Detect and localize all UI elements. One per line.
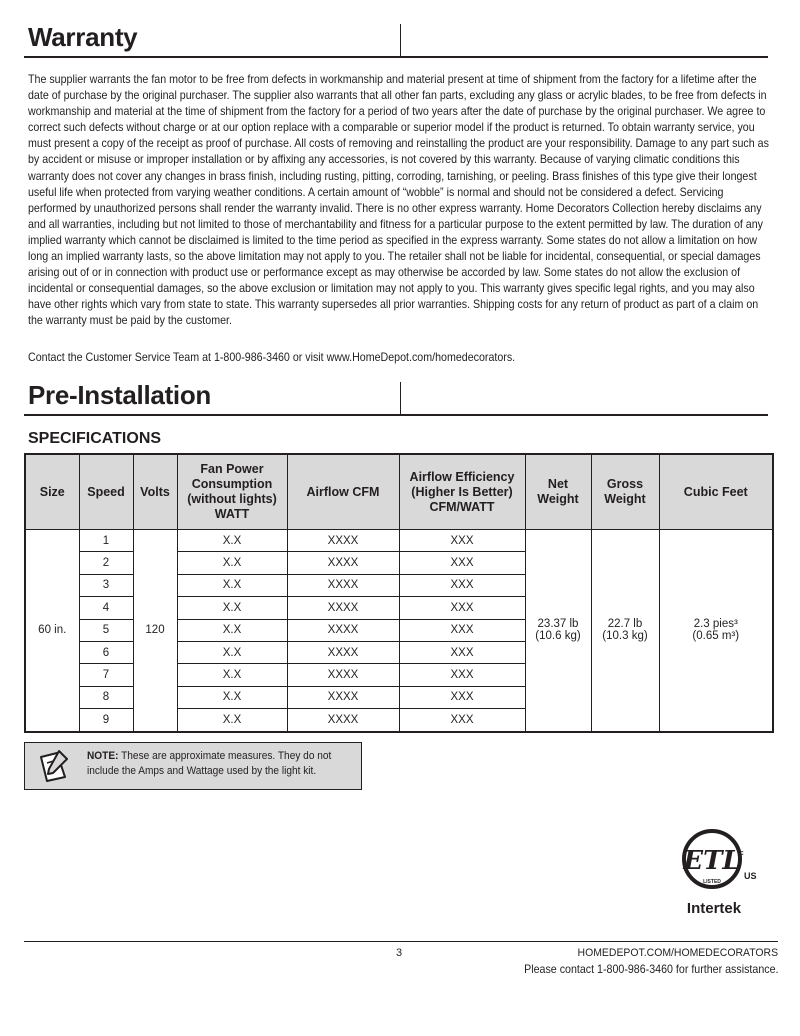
cell-speed: 1	[79, 530, 133, 552]
warranty-text: The supplier warrants the fan motor to be free from defects in workmanship and material present at time of shipment from the factory for a lifetime after the date of purchase by the original purchaser. The supplier also warrants that all other fan parts, excluding any glass or acrylic blades, to be free from defects in workmanship and material at the time of shipment from the factory for a period of two years after the date of purchase by the original purchaser. We agree to correct such defects without charge or at our option replace with a comparable or superior model if the product is returned. To obtain warranty service, you must present a copy of the receipt as proof of purchase. All costs of removing and reinstalling the product are your responsibility. Damage to any part such as by accident or misuse or improper installation or by affixing any accessories, is not covered by this warranty. Because of varying climatic conditions this warranty does not cover any changes in brass finish, including rusting, pitting, corroding, tarnishing, or peeling. Brass finishes of this type give their longest useful life when protected from varying weather conditions. A certain amount of “wobble” is normal and should not be considered a defect. Servicing performed by unauthorized persons shall render the warranty invalid. There is no other express warranty. Home Decorators Collection hereby disclaims any and all warranties, including but not limited to those of merchantability and fitness for a particular purpose to the extent permitted by law. The duration of any implied warranty which cannot be disclaimed is limited to the time period as specified in the express warranty. Some states do not allow a limitation on how long an implied warranty lasts, so the above limitation may not apply to you. The retailer shall not be liable for incidental, consequential, or special damages arising out of or in connection with product use or performance except as may otherwise be accorded by law. Some states do not allow the exclusion of incidental or consequential damages, so the above exclusion or limitation may not apply to you. This warranty gives specific legal rights, and you may also have other rights which vary from state to state. This warranty supersedes all prior warranties. Shipping costs for any return of product as part of a claim on the warranty must be paid by the customer.	[28, 73, 769, 328]
etl-mark: ETL	[683, 846, 741, 876]
header-cubic-feet: Cubic Feet	[659, 454, 773, 530]
preinstallation-section-header	[24, 380, 768, 416]
cell-power: X.X	[177, 641, 287, 663]
cell-size: 60 in.	[25, 530, 79, 732]
header-volts: Volts	[133, 454, 177, 530]
cell-power: X.X	[177, 619, 287, 641]
cell-power: X.X	[177, 574, 287, 596]
cell-efficiency: XXX	[399, 574, 525, 596]
warranty-section-header	[24, 22, 768, 58]
cell-airflow: XXXX	[287, 552, 399, 574]
warranty-contact-line: Contact the Customer Service Team at 1-800-986-3460 or visit www.HomeDepot.com/homedecorators.	[28, 351, 516, 364]
header-net-weight: Net Weight	[525, 454, 591, 530]
cell-efficiency: XXX	[399, 619, 525, 641]
table-row	[25, 530, 773, 552]
header-divider	[400, 382, 401, 416]
cell-power: X.X	[177, 664, 287, 686]
cell-airflow: XXXX	[287, 619, 399, 641]
cell-efficiency: XXX	[399, 552, 525, 574]
cell-speed: 5	[79, 619, 133, 641]
cell-net-weight: 23.37 lb (10.6 kg)	[525, 530, 591, 732]
cell-speed: 2	[79, 552, 133, 574]
cell-power: X.X	[177, 597, 287, 619]
cell-cubic-feet: 2.3 pies³ (0.65 m³)	[659, 530, 773, 732]
header-size: Size	[25, 454, 79, 530]
etl-listed: LISTED	[703, 879, 721, 885]
header-rule	[24, 414, 768, 416]
etl-c-mark: C	[740, 851, 744, 857]
cell-airflow: XXXX	[287, 597, 399, 619]
footer-rule	[24, 941, 778, 942]
header-power: Fan Power Consumption (without lights) WATT	[177, 454, 287, 530]
intertek-label: Intertek	[686, 900, 742, 917]
header-divider	[400, 24, 401, 58]
cell-speed: 9	[79, 709, 133, 732]
note-box	[24, 742, 362, 790]
footer-website: HOMEDEPOT.COM/HOMEDECORATORS	[577, 947, 778, 959]
specifications-table-body	[25, 530, 773, 732]
note-text	[87, 749, 354, 779]
cell-power: X.X	[177, 552, 287, 574]
header-rule	[24, 56, 768, 58]
cell-efficiency: XXX	[399, 530, 525, 552]
cell-airflow: XXXX	[287, 530, 399, 552]
cell-airflow: XXXX	[287, 664, 399, 686]
note-icon	[35, 749, 71, 783]
cell-efficiency: XXX	[399, 709, 525, 732]
warranty-title: Warranty	[28, 22, 138, 52]
cell-power: X.X	[177, 686, 287, 708]
cell-airflow: XXXX	[287, 686, 399, 708]
header-speed: Speed	[79, 454, 133, 530]
cell-efficiency: XXX	[399, 686, 525, 708]
cell-airflow: XXXX	[287, 574, 399, 596]
cell-power: X.X	[177, 530, 287, 552]
cell-airflow: XXXX	[287, 709, 399, 732]
cell-speed: 7	[79, 664, 133, 686]
cell-volts: 120	[133, 530, 177, 732]
cell-speed: 6	[79, 641, 133, 663]
table-header-row	[25, 454, 773, 530]
specifications-heading: SPECIFICATIONS	[28, 430, 162, 447]
note-body: These are approximate measures. They do not include the Amps and Wattage used by the light kit.	[87, 750, 332, 777]
note-label: NOTE:	[87, 750, 119, 762]
preinstallation-title: Pre-Installation	[28, 380, 212, 410]
cell-speed: 8	[79, 686, 133, 708]
cell-speed: 3	[79, 574, 133, 596]
header-gross-weight: Gross Weight	[591, 454, 659, 530]
cell-efficiency: XXX	[399, 664, 525, 686]
cell-airflow: XXXX	[287, 641, 399, 663]
footer-contact: Please contact 1-800-986-3460 for further assistance.	[523, 963, 778, 976]
cell-gross-weight: 22.7 lb (10.3 kg)	[591, 530, 659, 732]
header-airflow: Airflow CFM	[287, 454, 399, 530]
cell-efficiency: XXX	[399, 597, 525, 619]
cell-efficiency: XXX	[399, 641, 525, 663]
etl-us-mark: US	[744, 871, 757, 881]
cell-power: X.X	[177, 709, 287, 732]
specifications-table	[24, 453, 774, 733]
cell-speed: 4	[79, 597, 133, 619]
etl-listed-logo	[680, 825, 772, 917]
page-number: 3	[396, 947, 403, 959]
header-efficiency: Airflow Efficiency (Higher Is Better) CFM/WATT	[399, 454, 525, 530]
